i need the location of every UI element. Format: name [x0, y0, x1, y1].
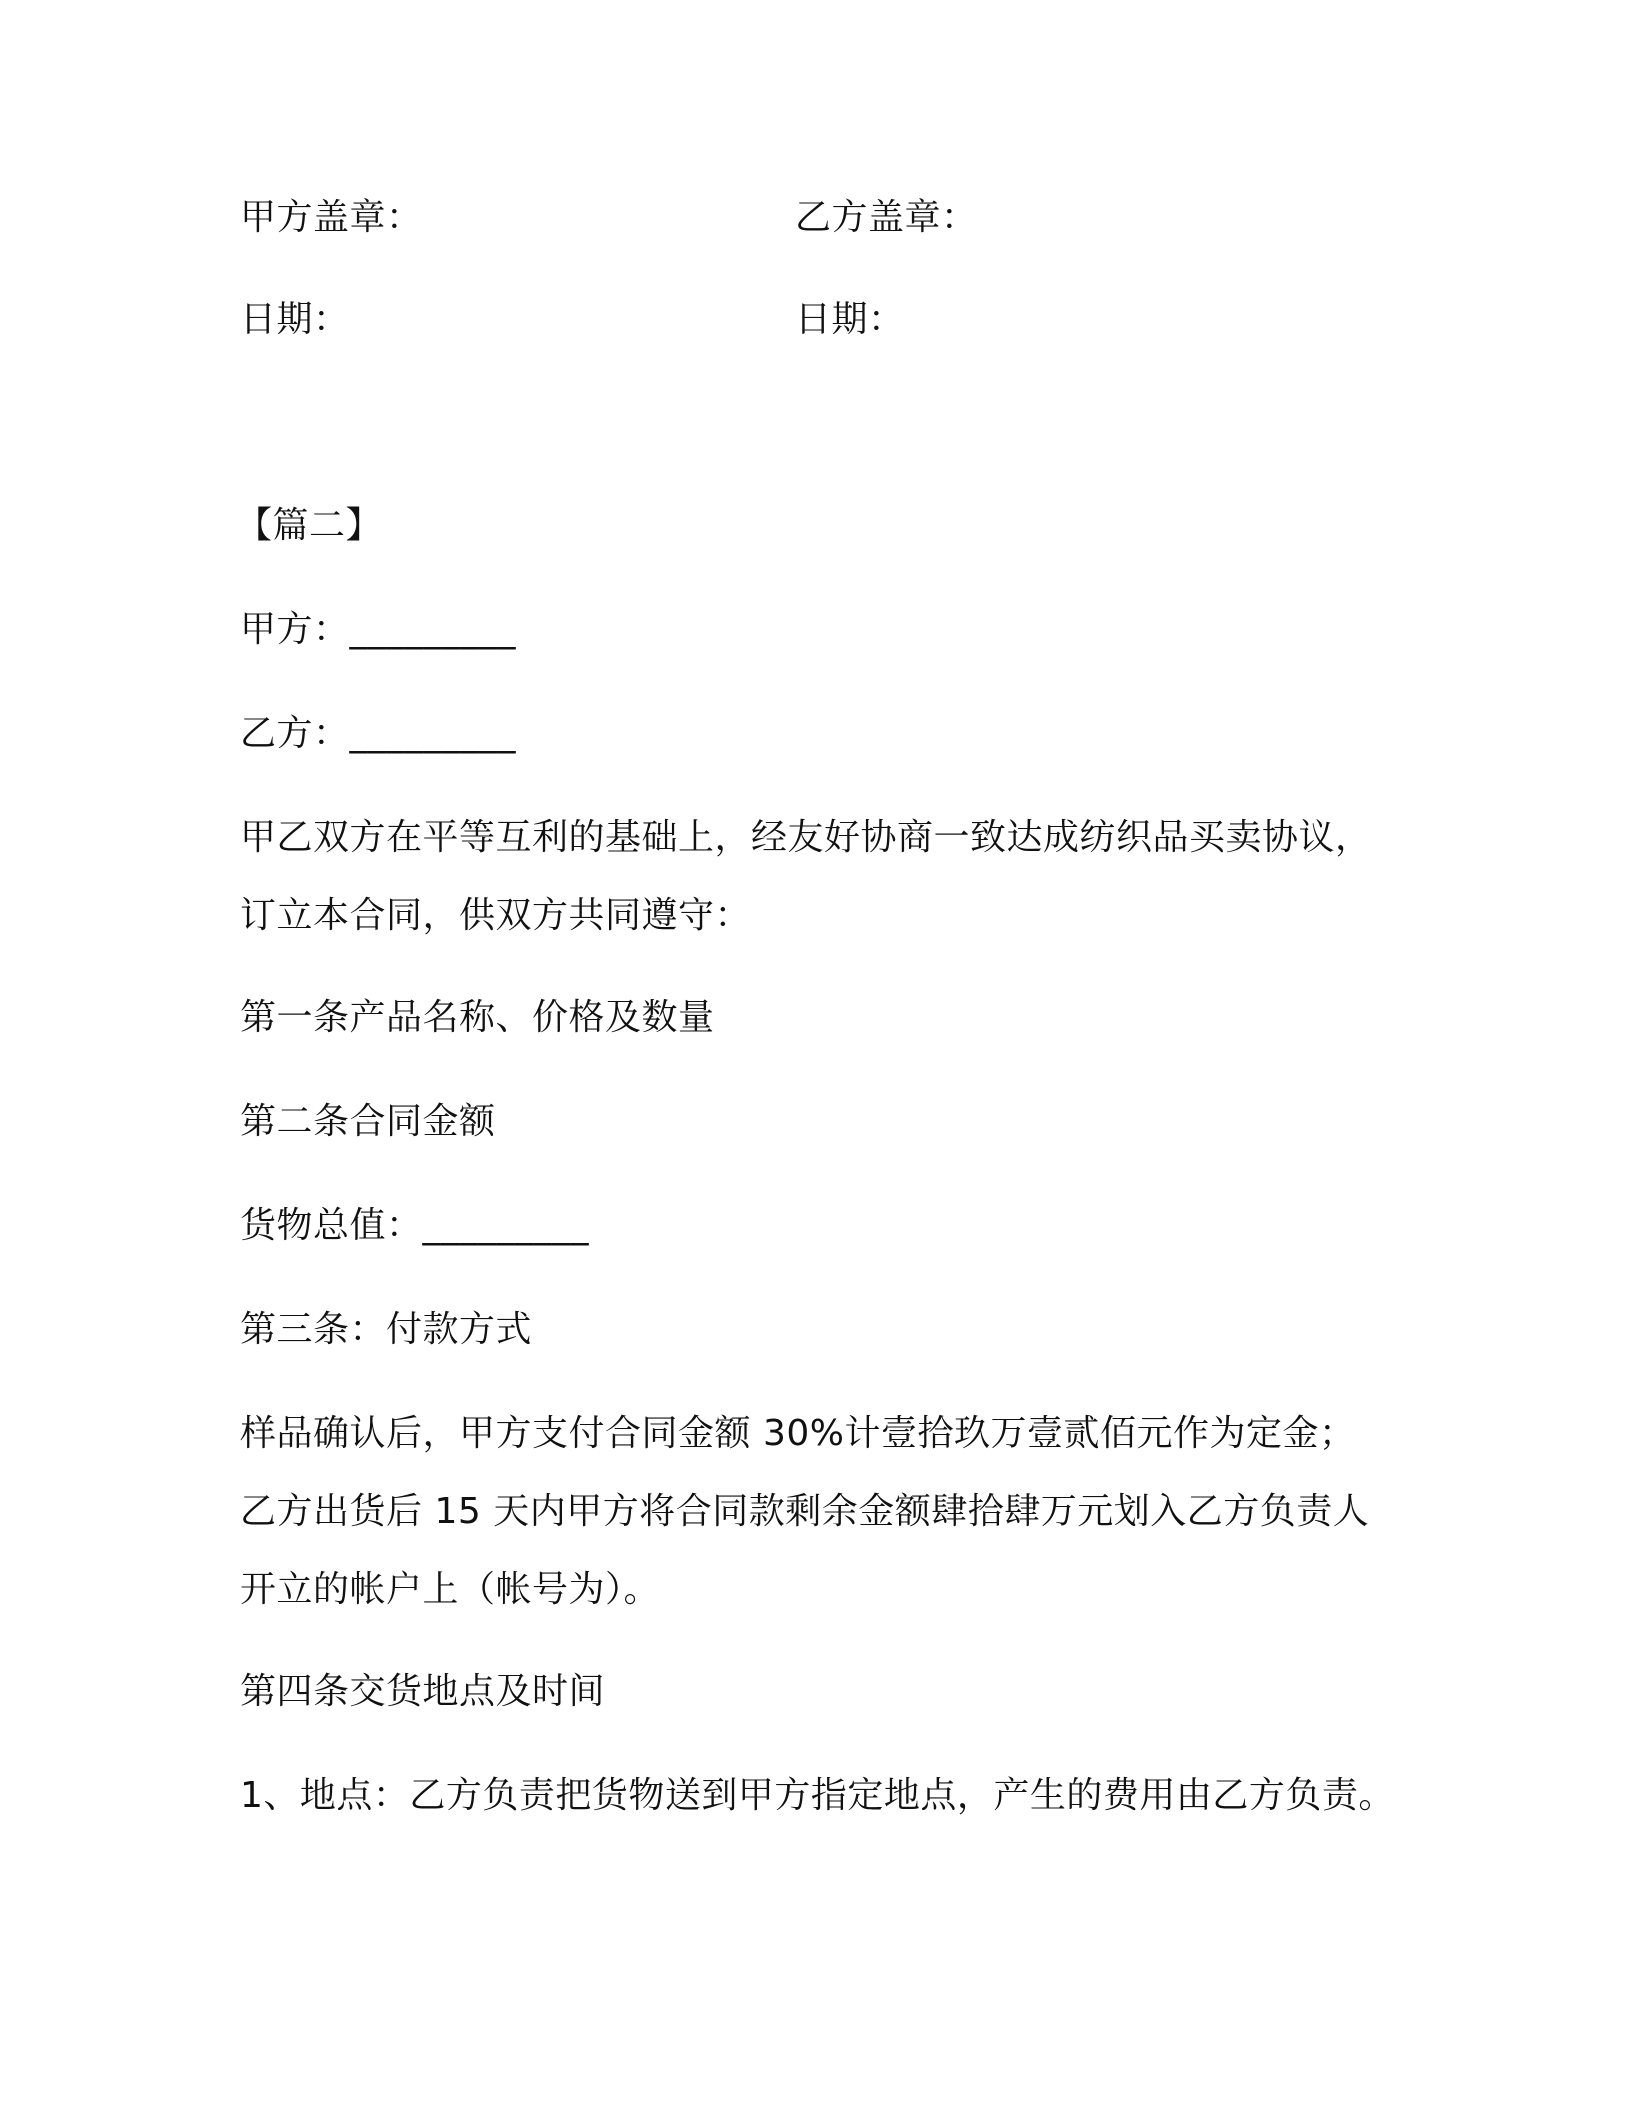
article-3-title: 第三条：付款方式 [240, 1309, 533, 1350]
intro-line-1: 甲乙双方在平等互利的基础上，经友好协商一致达成纺织品买卖协议， [240, 817, 1372, 858]
payment-line-3: 开立的帐户上（帐号为）。 [240, 1569, 661, 1610]
party-a-date-label: 日期： [240, 299, 350, 340]
payment-line-2: 乙方出货后 15 天内甲方将合同款剩余金额肆拾肆万元划入乙方负责人 [240, 1491, 1370, 1532]
delivery-location-line: 1、地点：乙方负责把货物送到甲方指定地点，产生的费用由乙方负责。 [240, 1775, 1395, 1816]
article-2-title: 第二条合同金额 [240, 1101, 496, 1142]
party-b-seal-label: 乙方盖章： [795, 197, 978, 238]
payment-line-1: 样品确认后，甲方支付合同金额 30%计壹拾玖万壹贰佰元作为定金； [240, 1413, 1356, 1454]
article-4-title: 第四条交货地点及时间 [240, 1671, 606, 1712]
article-1-title: 第一条产品名称、价格及数量 [240, 997, 715, 1038]
party-b-date-label: 日期： [795, 299, 905, 340]
party-a-line: 甲方：_________ [240, 609, 517, 650]
intro-line-2: 订立本合同，供双方共同遵守： [240, 895, 752, 936]
total-value-line: 货物总值：_________ [240, 1205, 590, 1246]
party-a-seal-label: 甲方盖章： [240, 197, 423, 238]
party-b-line: 乙方：_________ [240, 713, 517, 754]
section-title: 【篇二】 [236, 505, 383, 546]
